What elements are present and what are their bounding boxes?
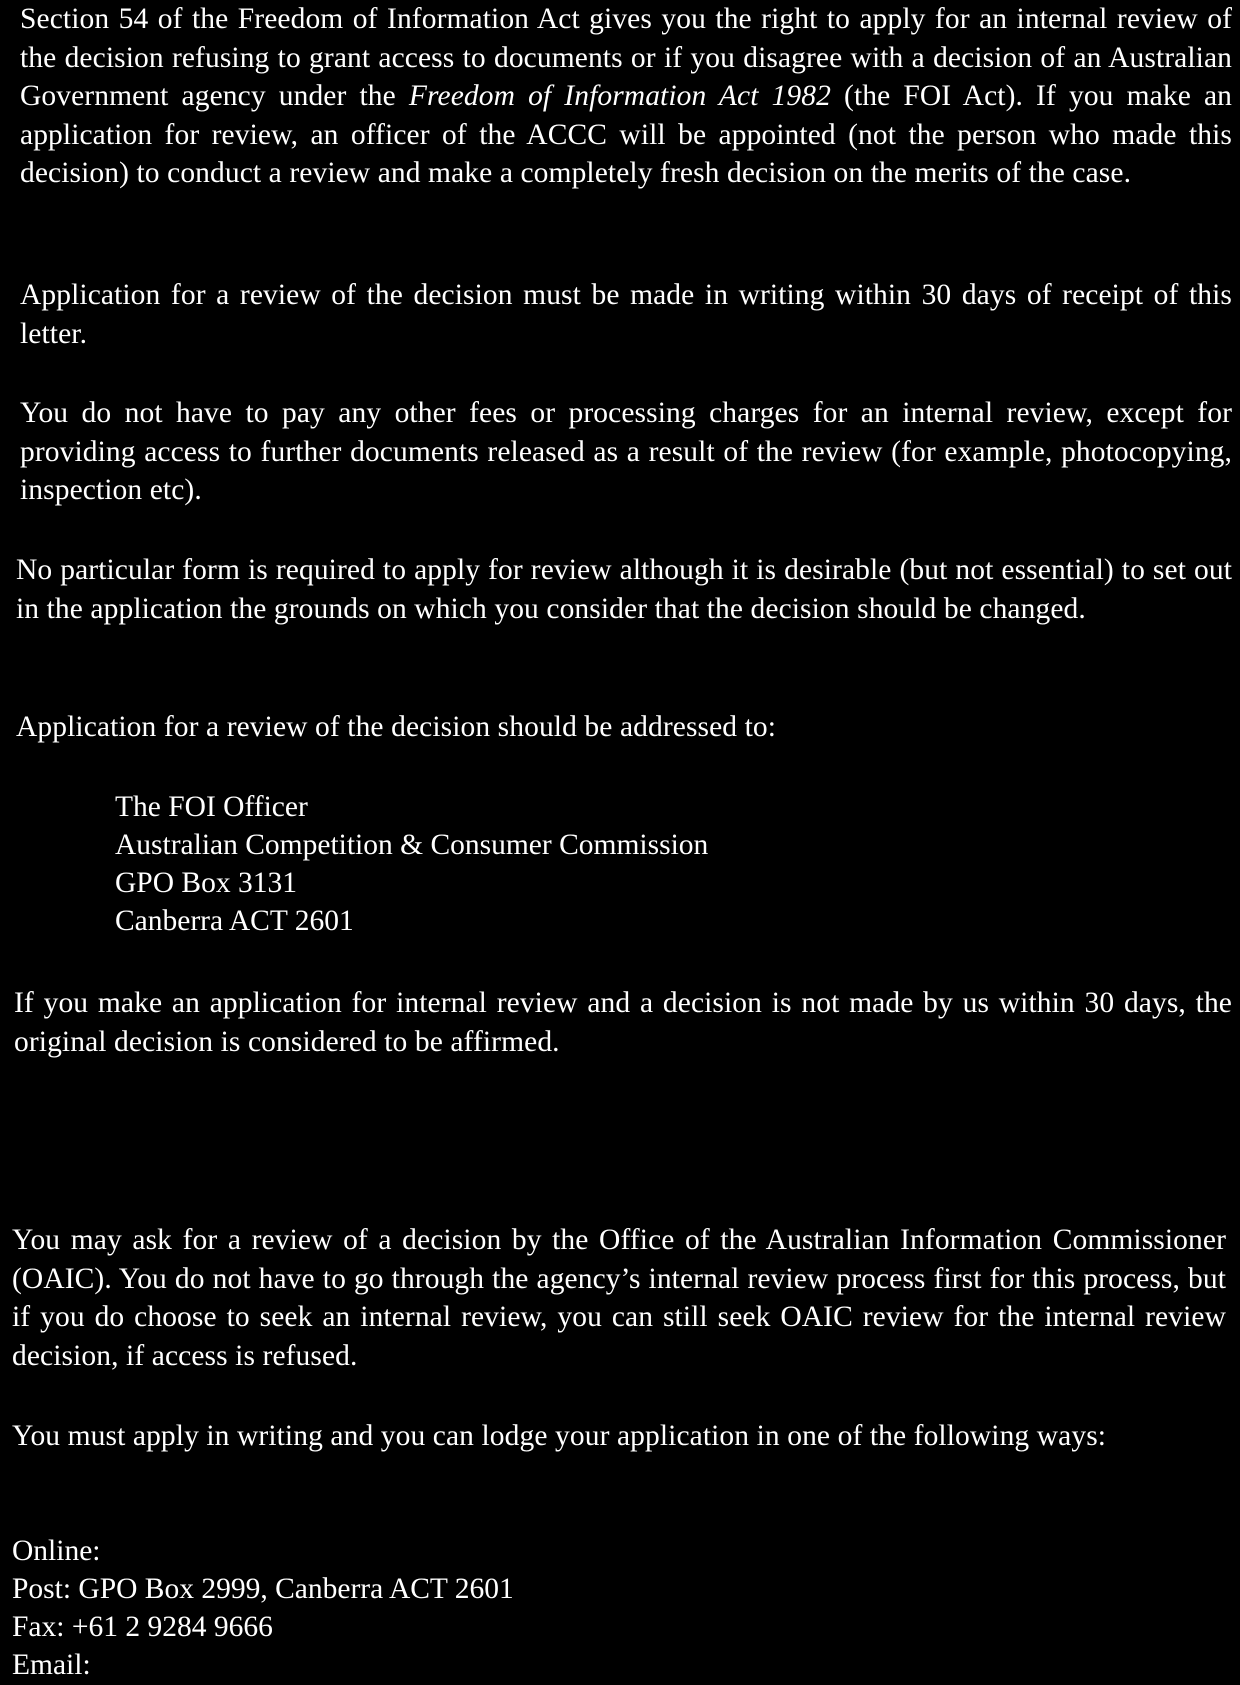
section-54-text-end: (the FOI Act). If you make an application for review, an officer of the ACCC will be appointed (not the person who made this decision) to conduct a review and make a completely fresh decision on the merits of the case. <box>20 80 1233 189</box>
review-timeframe-paragraph: Application for a review of the decision must be made in writing within 30 days of receipt of this letter. <box>20 279 1232 350</box>
section-54-text-start: Section 54 of the Freedom of Information Act gives you the right to apply for an internal review of the decision refusing to grant access to documents or if you disagree with a decision of an Australian Government agency under the <box>20 3 1232 112</box>
address-line: Canberra ACT 2601 <box>115 905 354 937</box>
foi-act-title: Freedom of Information Act 1982 <box>408 80 831 112</box>
address-line: GPO Box 3131 <box>115 867 297 899</box>
address-line: The FOI Officer <box>115 791 308 823</box>
form-paragraph: No particular form is required to apply for review although it is desirable (but not essential) to set out in the application the grounds on which you consider that the decision should be changed. <box>16 554 1232 625</box>
affirmed-paragraph: If you make an application for internal review and a decision is not made by us within 30 days, the original decision is considered to be affirmed. <box>14 987 1232 1058</box>
address-line: Australian Competition & Consumer Commission <box>115 829 709 861</box>
oaic-paragraph: You may ask for a review of a decision by the Office of the Australian Information Commissioner (OAIC). You do not have to go through the agency’s internal review process first for this process, but if you do choose to seek an internal review, you can still seek OAIC review for the internal review decision, if access is refused. <box>12 1224 1226 1372</box>
contact-fax: Fax: +61 2 9284 9666 <box>12 1611 273 1643</box>
contact-post: Post: GPO Box 2999, Canberra ACT 2601 <box>12 1573 514 1605</box>
fees-paragraph: You do not have to pay any other fees or processing charges for an internal review, except for providing access to further documents released as a result of the review (for example, photocopying, inspection etc). <box>20 397 1232 506</box>
contact-email: Email: <box>12 1649 91 1681</box>
oaic-contact-details <box>12 1532 514 1684</box>
address-intro: Application for a review of the decision should be addressed to: <box>16 711 777 743</box>
contact-online: Online: <box>12 1535 101 1567</box>
apply-paragraph: You must apply in writing and you can lodge your application in one of the following ways: <box>12 1420 1107 1452</box>
section-54-paragraph <box>20 0 1232 193</box>
foi-officer-address <box>115 788 708 940</box>
